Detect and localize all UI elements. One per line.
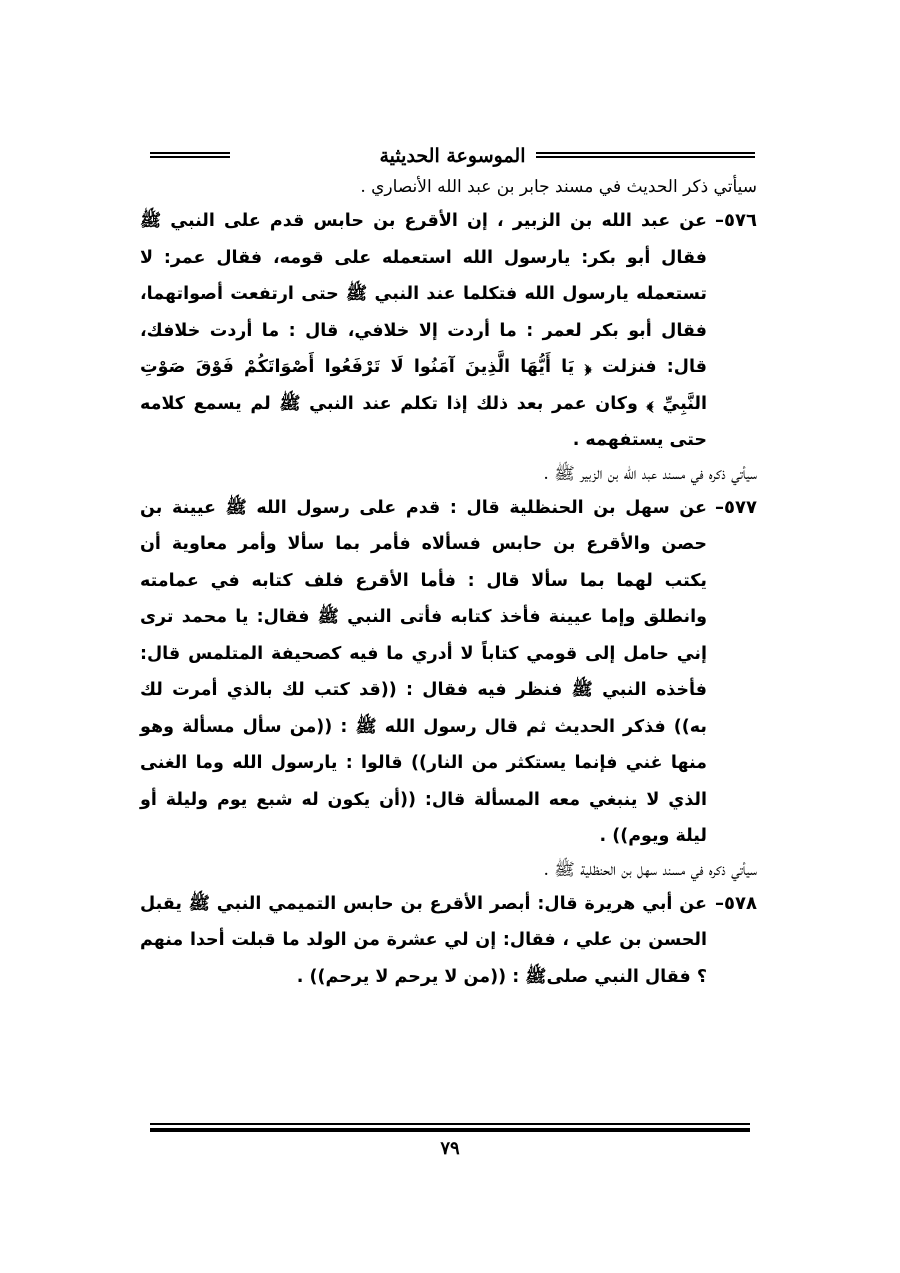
cross-reference-note: سيأتي ذكر الحديث في مسند جابر بن عبد الله الأنصاري . <box>360 177 757 197</box>
cross-reference-note: سيأتي ذكره في مسند عبد الله بن الزبير ﷺ . <box>543 463 757 484</box>
running-title: الموسوعة الحديثية <box>370 145 536 167</box>
hadith-577 <box>140 490 757 855</box>
hadith-text: عن سهل بن الحنظلية قال : قدم على رسول الله ﷺ عيينة بن حصن والأقرع بن حابس فسألاه فأمر بما سألا وأمر معاوية أن يكتب لهما بما سألا قال : فأما الأقرع فلف كتابه في عمامته وانطلق وإما عيينة فأخذ كتابه فأتى النبي ﷺ فقال: يا محمد ترى إني حامل إلى قومي كتاباً لا أدري ما فيه كصحيفة المتلمس قال: فأخذه النبي ﷺ فنظر فيه فقال : ((قد كتب لك بالذي أمرت لك به)) فذكر الحديث ثم قال رسول الله ﷺ : ((من سأل مسألة وهو منها غني فإنما يستكثر من النار)) قالوا : يارسول الله وما الغنى الذي لا ينبغي معه المسألة قال: ((أن يكون له شبع يوم وليلة أو ليلة ويوم)) . <box>140 497 707 846</box>
hadith-number: ٥٧٦– <box>715 210 757 231</box>
footer-rule <box>150 1123 750 1132</box>
page-header <box>150 143 755 169</box>
cross-reference-note: سيأتي ذكره في مسند سهل بن الحنظلية ﷺ . <box>543 859 757 880</box>
hadith-text: عن أبي هريرة قال: أبصر الأقرع بن حابس التميمي النبي ﷺ يقبل الحسن بن علي ، فقال: إن لي عشرة من الولد ما قبلت أحدا منهم ؟ فقال النبي صلىﷺ : ((من لا يرحم لا يرحم)) . <box>140 893 707 987</box>
page-number: ٧٩ <box>440 1138 460 1159</box>
page-body <box>140 172 757 995</box>
hadith-576 <box>140 203 757 459</box>
hadith-text: عن عبد الله بن الزبير ، إن الأقرع بن حابس قدم على النبي ﷺ فقال أبو بكر: يارسول الله استعمله على قومه، فقال عمر: لا تستعمله يارسول الله فتكلما عند النبي ﷺ حتى ارتفعت أصواتهما، فقال أبو بكر لعمر : ما أردت إلا خلافي، قال : ما أردت خلافك، قال: فنزلت ﴿ يَا أَيُّهَا الَّذِينَ آمَنُوا لَا تَرْفَعُوا أَصْوَاتَكُمْ فَوْقَ صَوْتِ النَّبِيِّ ﴾ وكان عمر بعد ذلك إذا تكلم عند النبي ﷺ لم يسمع كلامه حتى يستفهمه . <box>140 211 707 450</box>
hadith-number: ٥٧٧– <box>715 496 757 518</box>
hadith-578 <box>140 886 757 996</box>
hadith-number: ٥٧٨– <box>715 892 757 914</box>
